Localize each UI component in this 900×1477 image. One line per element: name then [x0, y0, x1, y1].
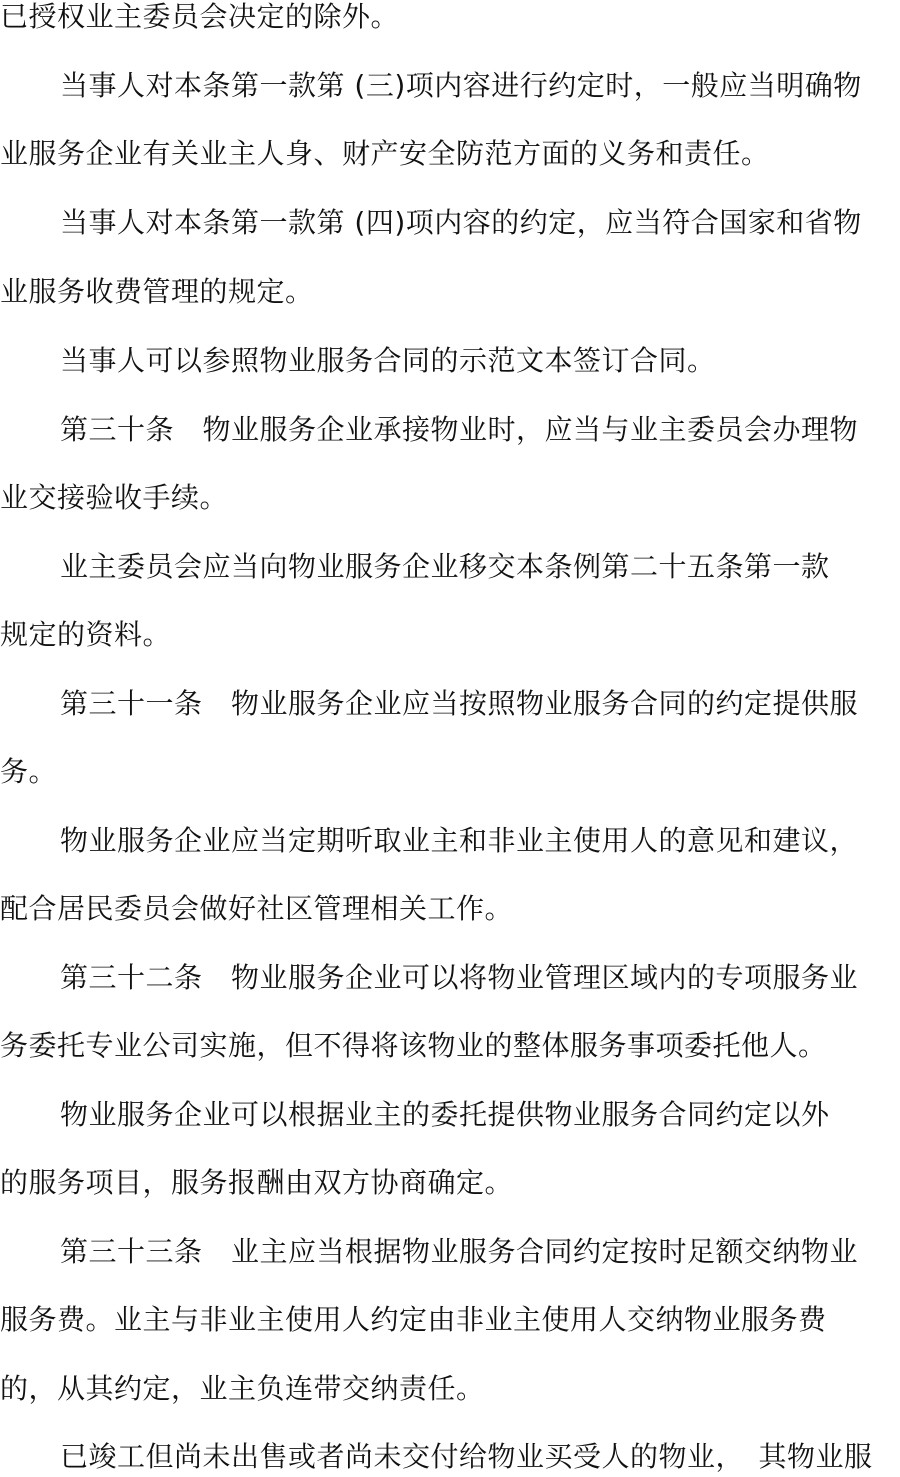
text-line-6: 当事人可以参照物业服务合同的示范文本签订合同。: [60, 344, 716, 377]
text-line-22: 已竣工但尚未出售或者尚未交付给物业买受人的物业， 其物业服: [60, 1440, 873, 1473]
text-line-7: 第三十条 物业服务企业承接物业时，应当与业主委员会办理物: [60, 413, 859, 446]
text-line-9: 业主委员会应当向物业服务企业移交本条例第二十五条第一款: [60, 550, 830, 583]
text-line-12: 务。: [0, 755, 58, 788]
text-line-10: 规定的资料。: [0, 618, 172, 651]
text-line-17: 物业服务企业可以根据业主的委托提供物业服务合同约定以外: [60, 1098, 830, 1131]
text-line-8: 业交接验收手续。: [0, 481, 229, 514]
text-line-16: 务委托专业公司实施，但不得将该物业的整体服务事项委托他人。: [0, 1029, 827, 1062]
text-line-11: 第三十一条 物业服务企业应当按照物业服务合同的约定提供服: [60, 687, 859, 720]
text-line-2: 当事人对本条第一款第 (三)项内容进行约定时，一般应当明确物: [60, 69, 862, 102]
text-line-13: 物业服务企业应当定期听取业主和非业主使用人的意见和建议，: [60, 824, 859, 857]
text-line-21: 的，从其约定，业主负连带交纳责任。: [0, 1372, 485, 1405]
text-line-4: 当事人对本条第一款第 (四)项内容的约定，应当符合国家和省物: [60, 206, 862, 239]
text-line-18: 的服务项目，服务报酬由双方协商确定。: [0, 1166, 514, 1199]
text-line-15: 第三十二条 物业服务企业可以将物业管理区域内的专项服务业: [60, 961, 859, 994]
text-line-1: 已授权业主委员会决定的除外。: [0, 0, 400, 33]
text-line-14: 配合居民委员会做好社区管理相关工作。: [0, 892, 514, 925]
text-line-5: 业服务收费管理的规定。: [0, 275, 314, 308]
text-line-3: 业服务企业有关业主人身、财产安全防范方面的义务和责任。: [0, 137, 770, 170]
text-line-20: 服务费。业主与非业主使用人约定由非业主使用人交纳物业服务费: [0, 1303, 827, 1336]
text-line-19: 第三十三条 业主应当根据物业服务合同约定按时足额交纳物业: [60, 1235, 859, 1268]
